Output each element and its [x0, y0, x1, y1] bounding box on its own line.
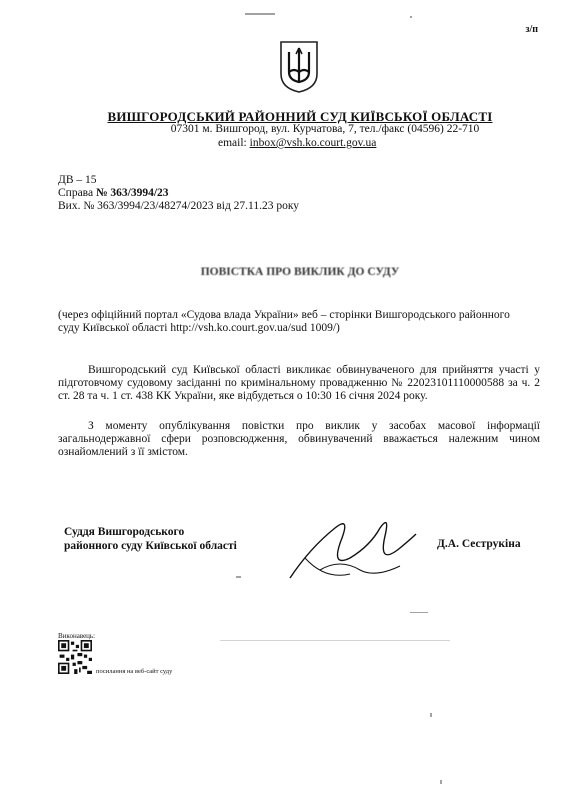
- court-email-row: [218, 137, 376, 149]
- email-link[interactable]: inbox@vsh.ko.court.gov.ua: [249, 137, 377, 149]
- notice-paragraph: З моменту опублікування повістки про виклик у засобах масової інформації загальнодержавної сфери розповсюдження, обвинувачений вважається належним чином ознайомлений з її змістом.: [58, 420, 540, 458]
- paragraph1-end: для прийняття участі у підготовчому судовому засіданні по кримінальному провадженню № 22023101110000588 за ч. 2 ст. 28 та ч. 1 ст. 438 КК України, яке відбудеться о 10:30 16 січня 2024 року.: [58, 364, 540, 402]
- document-heading: [190, 266, 410, 282]
- case-number: № 363/3994/23: [95, 187, 169, 199]
- qr-caption: посилання на веб-сайт суду: [96, 668, 173, 675]
- handwritten-signature: [280, 508, 420, 588]
- heading-text: ПОВІСТКА ПРО ВИКЛИК ДО СУДУ: [200, 266, 400, 278]
- portal-note: (через офіційний портал «Судова влада України» веб – сторінки Вишгородського районного суду Київської області http://vsh.ko.court.gov.ua/sud 1009/): [58, 309, 510, 334]
- case-number-row: [58, 187, 169, 199]
- paragraph1-start: Вишгородський суд Київської області викликає обвинуваченого: [88, 364, 420, 376]
- executor-label: Виконавець:: [58, 632, 96, 640]
- judge-title: [64, 525, 237, 553]
- email-label: email:: [218, 137, 247, 149]
- court-name: ВИШГОРОДСЬКИЙ РАЙОННИЙ СУД КИЇВСЬКОЇ ОБЛАСТІ: [107, 109, 493, 124]
- qr-code-icon[interactable]: [58, 640, 92, 674]
- judge-name: Д.А. Сеструкіна: [437, 538, 521, 550]
- judge-title-line1: Суддя Вишгородського: [64, 526, 185, 538]
- judge-title-line2: районного суду Київської області: [64, 540, 237, 552]
- outgoing-number: Вих. № 363/3994/23/48274/2023 від 27.11.23 року: [58, 200, 300, 212]
- case-label: Справа: [58, 187, 96, 199]
- page-number-mark: з/п: [525, 24, 538, 35]
- document-code: ДВ – 15: [58, 174, 97, 186]
- court-address: 07301 м. Вишгород, вул. Курчатова, 7, тел./факс (04596) 22-710: [170, 123, 480, 135]
- trident-emblem-icon: [277, 38, 321, 94]
- summons-paragraph: [58, 364, 540, 403]
